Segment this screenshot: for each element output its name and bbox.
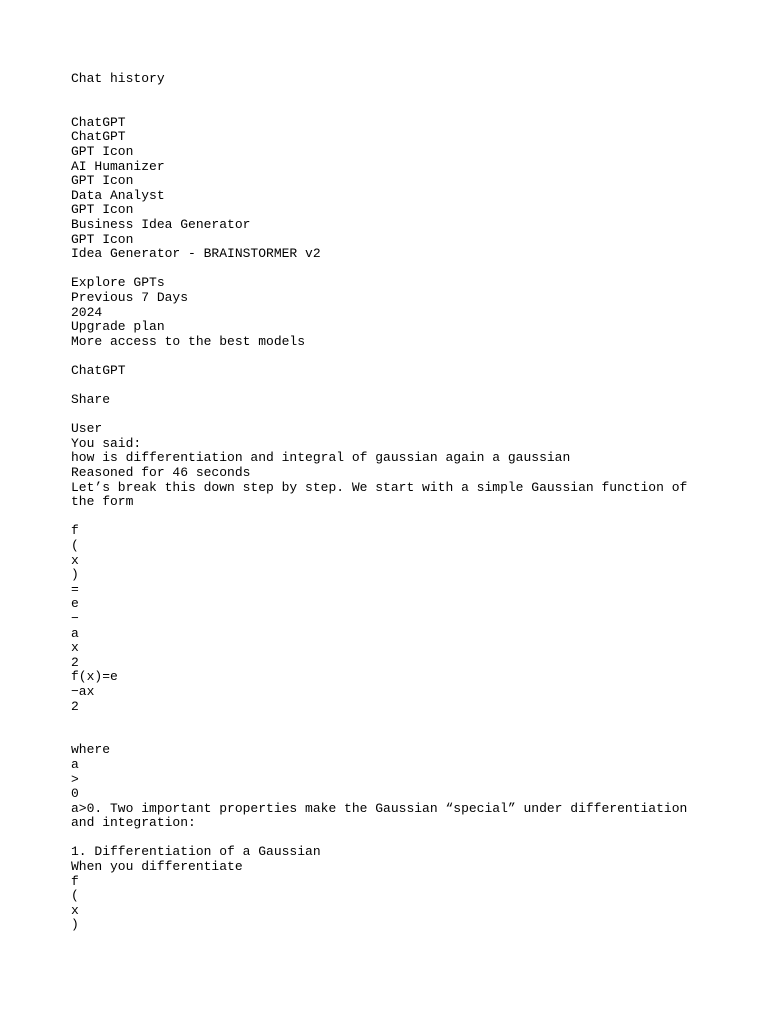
- chat-history-heading: Chat history: [71, 71, 165, 86]
- properties-paragraph: a>0. Two important properties make the Gaussian “special” under differentiation and integration:: [71, 800, 696, 831]
- math-token: f: [71, 523, 79, 539]
- math-token: a: [71, 756, 79, 772]
- math-token: a: [71, 625, 79, 641]
- math-token: ): [71, 917, 79, 933]
- share-button[interactable]: Share: [71, 392, 111, 408]
- upgrade-plan-subtitle: More access to the best models: [71, 333, 306, 349]
- gpt-icon: GPT Icon: [71, 231, 134, 247]
- section-2024: 2024: [71, 304, 103, 320]
- math-text: −ax: [71, 683, 95, 699]
- math-inline-condition: [71, 758, 697, 802]
- math-token: (: [71, 538, 79, 553]
- sidebar-item-ai-humanizer[interactable]: AI Humanizer: [71, 158, 165, 174]
- upgrade-plan-button[interactable]: Upgrade plan: [71, 319, 165, 335]
- sidebar: [71, 72, 697, 349]
- math-text: f(x)=e: [71, 669, 118, 685]
- sidebar-item-data-analyst[interactable]: Data Analyst: [71, 187, 165, 203]
- math-text: 2: [71, 698, 79, 714]
- math-token: =: [71, 581, 79, 597]
- model-selector[interactable]: ChatGPT: [71, 362, 126, 378]
- section-heading-differentiation: 1. Differentiation of a Gaussian: [71, 844, 321, 860]
- math-token: 2: [71, 654, 79, 670]
- explore-gpts-link[interactable]: Explore GPTs: [71, 275, 165, 291]
- sidebar-item-business-idea-generator[interactable]: Business Idea Generator: [71, 216, 251, 232]
- math-inline-fx: [71, 875, 697, 933]
- math-block-gaussian: [71, 524, 697, 714]
- math-token: ): [71, 567, 79, 583]
- math-token: f: [71, 873, 79, 889]
- conversation: [71, 422, 697, 933]
- you-said-label: You said:: [71, 435, 142, 451]
- section-previous-7-days: Previous 7 Days: [71, 289, 189, 305]
- assistant-intro: Let’s break this down step by step. We start with a simple Gaussian function of the form: [71, 479, 696, 510]
- math-token: e: [71, 596, 79, 612]
- math-token: 0: [71, 786, 79, 802]
- header: [71, 364, 697, 408]
- gpt-icon: GPT Icon: [71, 143, 134, 159]
- where-text: where: [71, 742, 111, 758]
- user-message: how is differentiation and integral of gaussian again a gaussian: [71, 450, 571, 466]
- sidebar-item-chatgpt-2[interactable]: ChatGPT: [71, 129, 126, 145]
- math-token: (: [71, 888, 79, 904]
- math-token: x: [71, 902, 79, 918]
- math-token: x: [71, 552, 79, 568]
- reasoned-toggle[interactable]: Reasoned for 46 seconds: [71, 465, 251, 481]
- sidebar-item-chatgpt[interactable]: ChatGPT: [71, 114, 126, 130]
- gpt-icon: GPT Icon: [71, 173, 134, 189]
- math-token: >: [71, 771, 79, 787]
- math-token: −: [71, 610, 79, 626]
- math-token: x: [71, 640, 79, 656]
- gpt-icon: GPT Icon: [71, 202, 134, 218]
- user-avatar: User: [71, 421, 103, 437]
- sidebar-item-idea-generator[interactable]: Idea Generator - BRAINSTORMER v2: [71, 246, 321, 262]
- differentiation-text: When you differentiate: [71, 859, 243, 875]
